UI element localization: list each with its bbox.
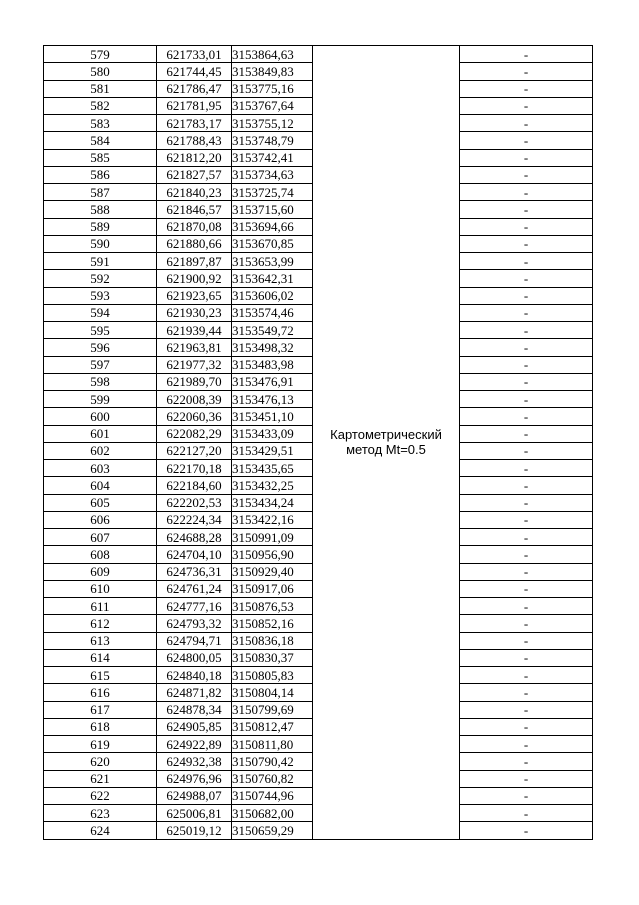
accuracy-cell: -: [460, 235, 593, 252]
x-coordinate-cell: 621786,47: [157, 80, 232, 97]
accuracy-cell: -: [460, 322, 593, 339]
point-number-cell: 584: [44, 132, 157, 149]
x-coordinate-cell: 624794,71: [157, 632, 232, 649]
y-coordinate-cell: 3150659,29: [232, 822, 313, 839]
y-coordinate-cell: 3150804,14: [232, 684, 313, 701]
x-coordinate-cell: 624704,10: [157, 546, 232, 563]
point-number-cell: 621: [44, 770, 157, 787]
point-number-cell: 623: [44, 805, 157, 822]
y-coordinate-cell: 3153606,02: [232, 287, 313, 304]
y-coordinate-cell: 3150682,00: [232, 805, 313, 822]
accuracy-cell: -: [460, 149, 593, 166]
x-coordinate-cell: 624793,32: [157, 615, 232, 632]
accuracy-cell: -: [460, 770, 593, 787]
y-coordinate-cell: 3153775,16: [232, 80, 313, 97]
accuracy-cell: -: [460, 736, 593, 753]
point-number-cell: 611: [44, 598, 157, 615]
point-number-cell: 601: [44, 425, 157, 442]
point-number-cell: 593: [44, 287, 157, 304]
x-coordinate-cell: 622127,20: [157, 442, 232, 459]
point-number-cell: 579: [44, 46, 157, 63]
x-coordinate-cell: 624878,34: [157, 701, 232, 718]
accuracy-cell: -: [460, 46, 593, 63]
x-coordinate-cell: 622060,36: [157, 408, 232, 425]
y-coordinate-cell: 3150929,40: [232, 563, 313, 580]
accuracy-cell: -: [460, 718, 593, 735]
x-coordinate-cell: 621897,87: [157, 253, 232, 270]
point-number-cell: 595: [44, 322, 157, 339]
x-coordinate-cell: 621977,32: [157, 356, 232, 373]
y-coordinate-cell: 3150811,80: [232, 736, 313, 753]
x-coordinate-cell: 621900,92: [157, 270, 232, 287]
point-number-cell: 617: [44, 701, 157, 718]
y-coordinate-cell: 3153694,66: [232, 218, 313, 235]
x-coordinate-cell: 622082,29: [157, 425, 232, 442]
accuracy-cell: -: [460, 442, 593, 459]
point-number-cell: 597: [44, 356, 157, 373]
y-coordinate-cell: 3153549,72: [232, 322, 313, 339]
accuracy-cell: -: [460, 304, 593, 321]
x-coordinate-cell: 621783,17: [157, 115, 232, 132]
y-coordinate-cell: 3150790,42: [232, 753, 313, 770]
y-coordinate-cell: 3153767,64: [232, 97, 313, 114]
x-coordinate-cell: 624905,85: [157, 718, 232, 735]
y-coordinate-cell: 3153433,09: [232, 425, 313, 442]
point-number-cell: 600: [44, 408, 157, 425]
accuracy-cell: -: [460, 115, 593, 132]
y-coordinate-cell: 3153434,24: [232, 494, 313, 511]
point-number-cell: 608: [44, 546, 157, 563]
point-number-cell: 607: [44, 529, 157, 546]
y-coordinate-cell: 3150744,96: [232, 787, 313, 804]
y-coordinate-cell: 3153432,25: [232, 477, 313, 494]
y-coordinate-cell: 3150836,18: [232, 632, 313, 649]
accuracy-cell: -: [460, 667, 593, 684]
y-coordinate-cell: 3150876,53: [232, 598, 313, 615]
point-number-cell: 618: [44, 718, 157, 735]
x-coordinate-cell: 624761,24: [157, 580, 232, 597]
accuracy-cell: -: [460, 805, 593, 822]
x-coordinate-cell: 624736,31: [157, 563, 232, 580]
accuracy-cell: -: [460, 201, 593, 218]
accuracy-cell: -: [460, 408, 593, 425]
point-number-cell: 624: [44, 822, 157, 839]
point-number-cell: 599: [44, 391, 157, 408]
accuracy-cell: -: [460, 684, 593, 701]
y-coordinate-cell: 3150830,37: [232, 649, 313, 666]
accuracy-cell: -: [460, 477, 593, 494]
accuracy-cell: -: [460, 270, 593, 287]
x-coordinate-cell: 622224,34: [157, 511, 232, 528]
accuracy-cell: -: [460, 615, 593, 632]
y-coordinate-cell: 3153483,98: [232, 356, 313, 373]
x-coordinate-cell: 625019,12: [157, 822, 232, 839]
point-number-cell: 613: [44, 632, 157, 649]
x-coordinate-cell: 624688,28: [157, 529, 232, 546]
point-number-cell: 586: [44, 166, 157, 183]
point-number-cell: 588: [44, 201, 157, 218]
accuracy-cell: -: [460, 580, 593, 597]
x-coordinate-cell: 624932,38: [157, 753, 232, 770]
x-coordinate-cell: 624871,82: [157, 684, 232, 701]
x-coordinate-cell: 624988,07: [157, 787, 232, 804]
point-number-cell: 619: [44, 736, 157, 753]
y-coordinate-cell: 3153476,13: [232, 391, 313, 408]
point-number-cell: 620: [44, 753, 157, 770]
accuracy-cell: -: [460, 339, 593, 356]
point-number-cell: 604: [44, 477, 157, 494]
accuracy-cell: -: [460, 787, 593, 804]
y-coordinate-cell: 3153653,99: [232, 253, 313, 270]
accuracy-cell: -: [460, 218, 593, 235]
x-coordinate-cell: 624777,16: [157, 598, 232, 615]
y-coordinate-cell: 3150917,06: [232, 580, 313, 597]
point-number-cell: 592: [44, 270, 157, 287]
point-number-cell: 603: [44, 460, 157, 477]
point-number-cell: 581: [44, 80, 157, 97]
x-coordinate-cell: 621989,70: [157, 373, 232, 390]
table-row: [44, 46, 593, 63]
point-number-cell: 594: [44, 304, 157, 321]
accuracy-cell: -: [460, 632, 593, 649]
x-coordinate-cell: 625006,81: [157, 805, 232, 822]
x-coordinate-cell: 621923,65: [157, 287, 232, 304]
accuracy-cell: -: [460, 253, 593, 270]
x-coordinate-cell: 624922,89: [157, 736, 232, 753]
x-coordinate-cell: 624800,05: [157, 649, 232, 666]
x-coordinate-cell: 621880,66: [157, 235, 232, 252]
y-coordinate-cell: 3153742,41: [232, 149, 313, 166]
y-coordinate-cell: 3150956,90: [232, 546, 313, 563]
method-cell: [313, 46, 460, 840]
point-number-cell: 590: [44, 235, 157, 252]
y-coordinate-cell: 3153734,63: [232, 166, 313, 183]
point-number-cell: 622: [44, 787, 157, 804]
y-coordinate-cell: 3153574,46: [232, 304, 313, 321]
y-coordinate-cell: 3153429,51: [232, 442, 313, 459]
x-coordinate-cell: 622202,53: [157, 494, 232, 511]
accuracy-cell: -: [460, 425, 593, 442]
x-coordinate-cell: 624976,96: [157, 770, 232, 787]
x-coordinate-cell: 621744,45: [157, 63, 232, 80]
accuracy-cell: -: [460, 701, 593, 718]
y-coordinate-cell: 3153864,63: [232, 46, 313, 63]
accuracy-cell: -: [460, 460, 593, 477]
point-number-cell: 612: [44, 615, 157, 632]
x-coordinate-cell: 621870,08: [157, 218, 232, 235]
point-number-cell: 616: [44, 684, 157, 701]
accuracy-cell: -: [460, 529, 593, 546]
point-number-cell: 610: [44, 580, 157, 597]
y-coordinate-cell: 3153642,31: [232, 270, 313, 287]
y-coordinate-cell: 3153435,65: [232, 460, 313, 477]
accuracy-cell: -: [460, 753, 593, 770]
accuracy-cell: -: [460, 373, 593, 390]
accuracy-cell: -: [460, 391, 593, 408]
x-coordinate-cell: 621781,95: [157, 97, 232, 114]
accuracy-cell: -: [460, 184, 593, 201]
y-coordinate-cell: 3153498,32: [232, 339, 313, 356]
x-coordinate-cell: 622170,18: [157, 460, 232, 477]
x-coordinate-cell: 621788,43: [157, 132, 232, 149]
point-number-cell: 602: [44, 442, 157, 459]
y-coordinate-cell: 3153725,74: [232, 184, 313, 201]
y-coordinate-cell: 3153755,12: [232, 115, 313, 132]
x-coordinate-cell: 621812,20: [157, 149, 232, 166]
accuracy-cell: -: [460, 494, 593, 511]
point-number-cell: 598: [44, 373, 157, 390]
point-number-cell: 615: [44, 667, 157, 684]
accuracy-cell: -: [460, 649, 593, 666]
x-coordinate-cell: 621827,57: [157, 166, 232, 183]
accuracy-cell: -: [460, 822, 593, 839]
x-coordinate-cell: 621930,23: [157, 304, 232, 321]
x-coordinate-cell: 621846,57: [157, 201, 232, 218]
x-coordinate-cell: 621939,44: [157, 322, 232, 339]
method-label-line1: Картометрический: [330, 427, 442, 443]
y-coordinate-cell: 3153715,60: [232, 201, 313, 218]
accuracy-cell: -: [460, 80, 593, 97]
y-coordinate-cell: 3150799,69: [232, 701, 313, 718]
point-number-cell: 583: [44, 115, 157, 132]
point-number-cell: 582: [44, 97, 157, 114]
y-coordinate-cell: 3150991,09: [232, 529, 313, 546]
y-coordinate-cell: 3153670,85: [232, 235, 313, 252]
y-coordinate-cell: 3153451,10: [232, 408, 313, 425]
accuracy-cell: -: [460, 511, 593, 528]
y-coordinate-cell: 3150805,83: [232, 667, 313, 684]
accuracy-cell: -: [460, 563, 593, 580]
point-number-cell: 585: [44, 149, 157, 166]
accuracy-cell: -: [460, 63, 593, 80]
coordinates-table-body: [44, 46, 593, 840]
point-number-cell: 606: [44, 511, 157, 528]
x-coordinate-cell: 621963,81: [157, 339, 232, 356]
y-coordinate-cell: 3150812,47: [232, 718, 313, 735]
y-coordinate-cell: 3150852,16: [232, 615, 313, 632]
accuracy-cell: -: [460, 132, 593, 149]
point-number-cell: 589: [44, 218, 157, 235]
y-coordinate-cell: 3153849,83: [232, 63, 313, 80]
x-coordinate-cell: 622008,39: [157, 391, 232, 408]
accuracy-cell: -: [460, 546, 593, 563]
point-number-cell: 614: [44, 649, 157, 666]
y-coordinate-cell: 3153748,79: [232, 132, 313, 149]
coordinates-table: [43, 45, 593, 840]
point-number-cell: 591: [44, 253, 157, 270]
accuracy-cell: -: [460, 598, 593, 615]
accuracy-cell: -: [460, 166, 593, 183]
accuracy-cell: -: [460, 356, 593, 373]
point-number-cell: 580: [44, 63, 157, 80]
y-coordinate-cell: 3150760,82: [232, 770, 313, 787]
point-number-cell: 596: [44, 339, 157, 356]
x-coordinate-cell: 624840,18: [157, 667, 232, 684]
x-coordinate-cell: 621733,01: [157, 46, 232, 63]
point-number-cell: 609: [44, 563, 157, 580]
accuracy-cell: -: [460, 97, 593, 114]
y-coordinate-cell: 3153422,16: [232, 511, 313, 528]
point-number-cell: 587: [44, 184, 157, 201]
accuracy-cell: -: [460, 287, 593, 304]
point-number-cell: 605: [44, 494, 157, 511]
y-coordinate-cell: 3153476,91: [232, 373, 313, 390]
x-coordinate-cell: 621840,23: [157, 184, 232, 201]
method-label-line2: метод Mt=0.5: [346, 442, 426, 458]
x-coordinate-cell: 622184,60: [157, 477, 232, 494]
